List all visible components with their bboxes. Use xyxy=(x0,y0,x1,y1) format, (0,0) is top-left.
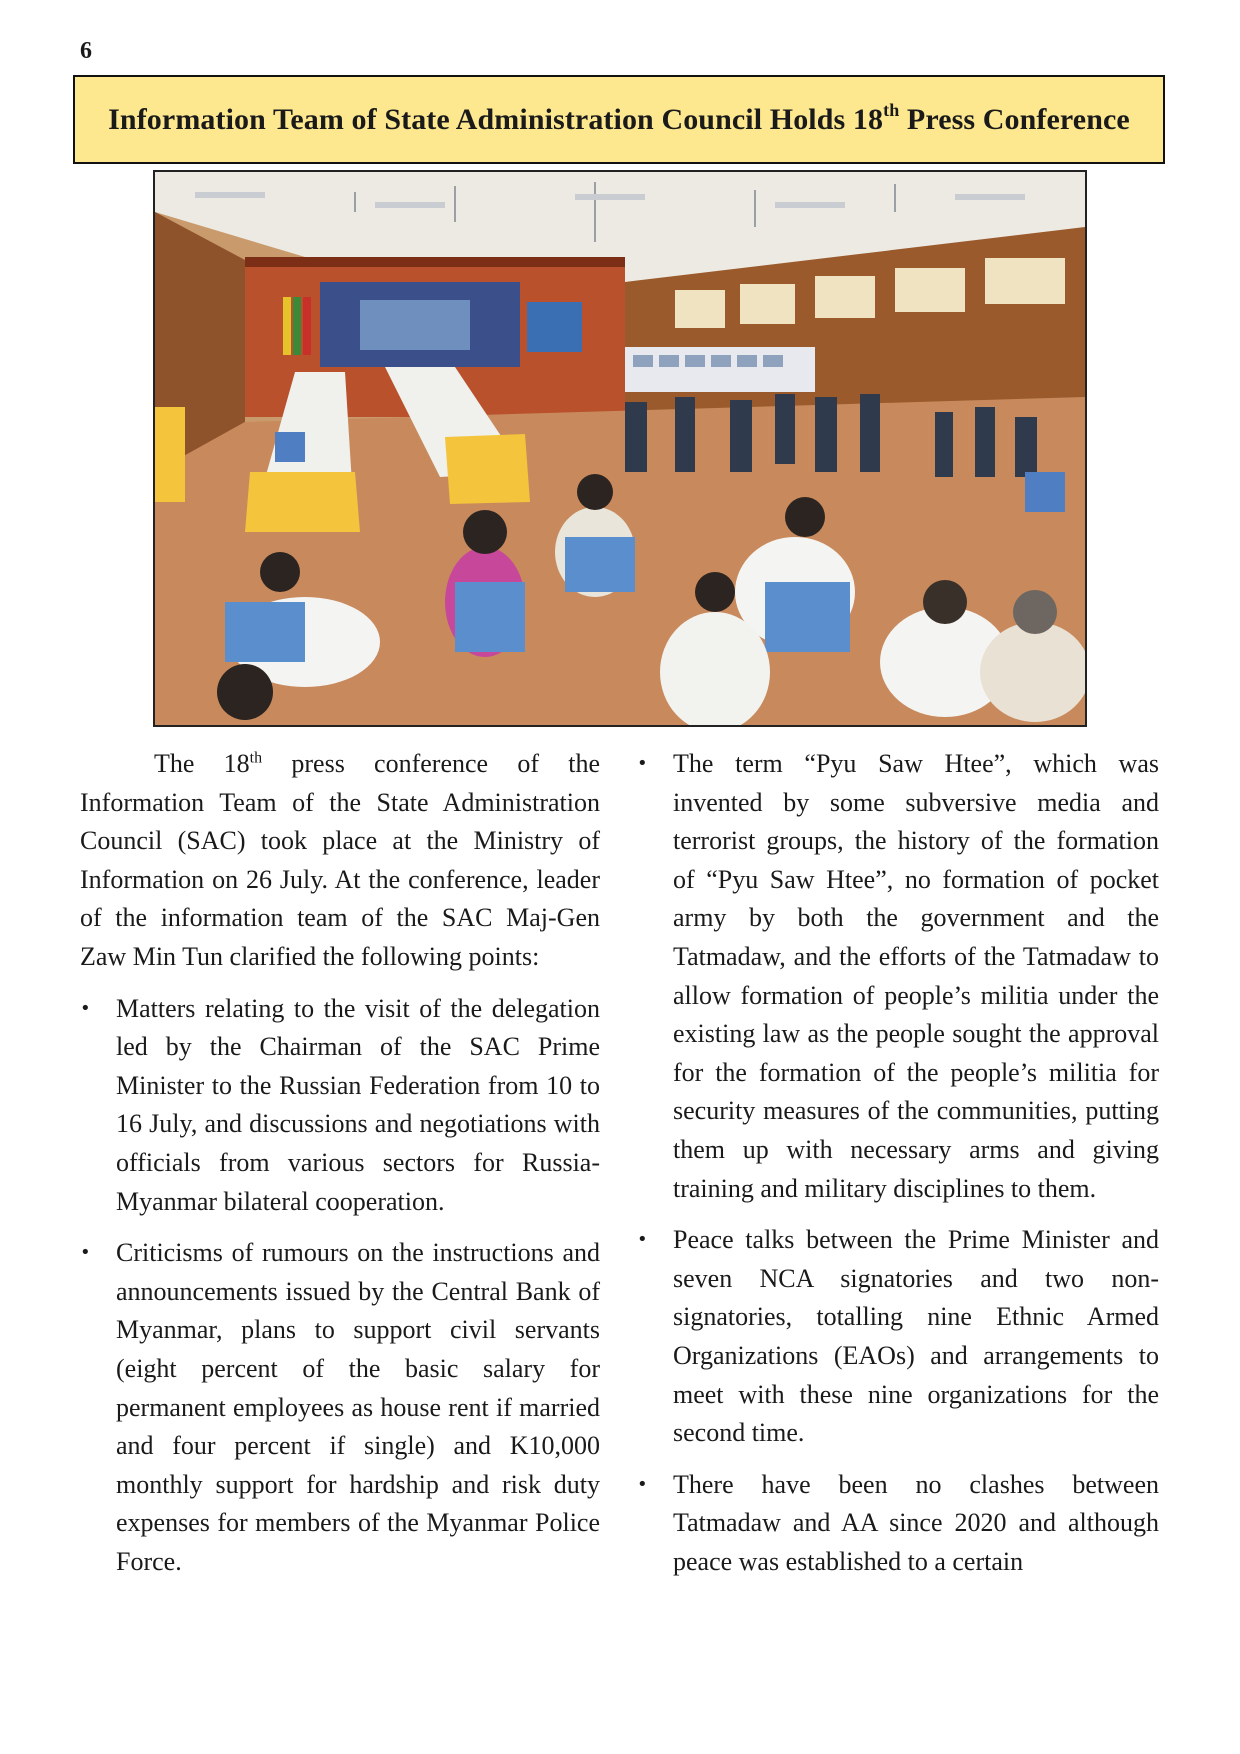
headline-box xyxy=(73,75,1165,164)
list-item xyxy=(637,745,1159,1208)
intro-paragraph xyxy=(80,745,600,977)
headline-text-end: Press Conference xyxy=(899,102,1130,136)
list-item-text: Criticisms of rumours on the instructions and announcements issued by the Central Bank of Myanmar, plans to support civil servants (eight percent of the basic salary for permanent employees as house rent if married and four percent if single) and K10,000 monthly support for hardship and risk duty expenses for members of the Myanmar Police Force. xyxy=(116,1238,600,1576)
intro-ordinal-suffix: th xyxy=(249,749,263,767)
intro-text-rest: press conference of the Information Team of the State Administration Council (SAC) took place at the Ministry of Information on 26 July. At the conference, leader of the information team of the SAC Maj-Gen Zaw Min Tun clarified the following points: xyxy=(80,749,600,971)
article-column-right xyxy=(637,745,1159,1594)
bullet-icon: • xyxy=(80,1242,91,1264)
bullet-icon: • xyxy=(637,1473,648,1495)
list-item xyxy=(80,1234,600,1581)
intro-text: The 18 xyxy=(154,749,250,778)
list-item xyxy=(637,1221,1159,1453)
bullet-list-left xyxy=(80,990,600,1582)
list-item-text: There have been no clashes between Tatmadaw and AA since 2020 and although peace was established to a certain xyxy=(673,1469,1159,1576)
list-item xyxy=(80,990,600,1222)
press-conference-photo xyxy=(153,170,1087,727)
bullet-icon: • xyxy=(637,1229,648,1251)
bullet-list-right xyxy=(637,745,1159,1581)
headline-ordinal-suffix: th xyxy=(883,99,900,120)
press-conference-hall-illustration xyxy=(155,172,1085,725)
article-column-left xyxy=(80,745,600,1594)
page-number: 6 xyxy=(80,38,92,64)
list-item xyxy=(637,1466,1159,1582)
headline-text: Information Team of State Administration Council Holds 18 xyxy=(108,102,884,136)
list-item-text: Peace talks between the Prime Minister and seven NCA signatories and two non-signatories, totalling nine Ethnic Armed Organizations (EAOs) and arrangements to meet with these nine organizations for the second time. xyxy=(673,1225,1159,1448)
bullet-icon: • xyxy=(80,997,91,1019)
list-item-text: Matters relating to the visit of the delegation led by the Chairman of the SAC Prime Minister to the Russian Federation from 10 to 16 July, and discussions and negotiations with officials from various sectors for Russia-Myanmar bilateral cooperation. xyxy=(116,993,600,1216)
bullet-icon: • xyxy=(637,753,648,774)
list-item-text: The term “Pyu Saw Htee”, which was invented by some subversive media and terrorist groups, the history of the formation of “Pyu Saw Htee”, no formation of pocket army by both the government and the Tatmadaw, and the efforts of the Tatmadaw to allow formation of people’s militia under the existing law as the people sought the approval for the formation of the people’s militia for security measures of the communities, putting them up with necessary arms and giving training and military disciplines to them. xyxy=(673,749,1159,1203)
headline xyxy=(108,99,1130,137)
